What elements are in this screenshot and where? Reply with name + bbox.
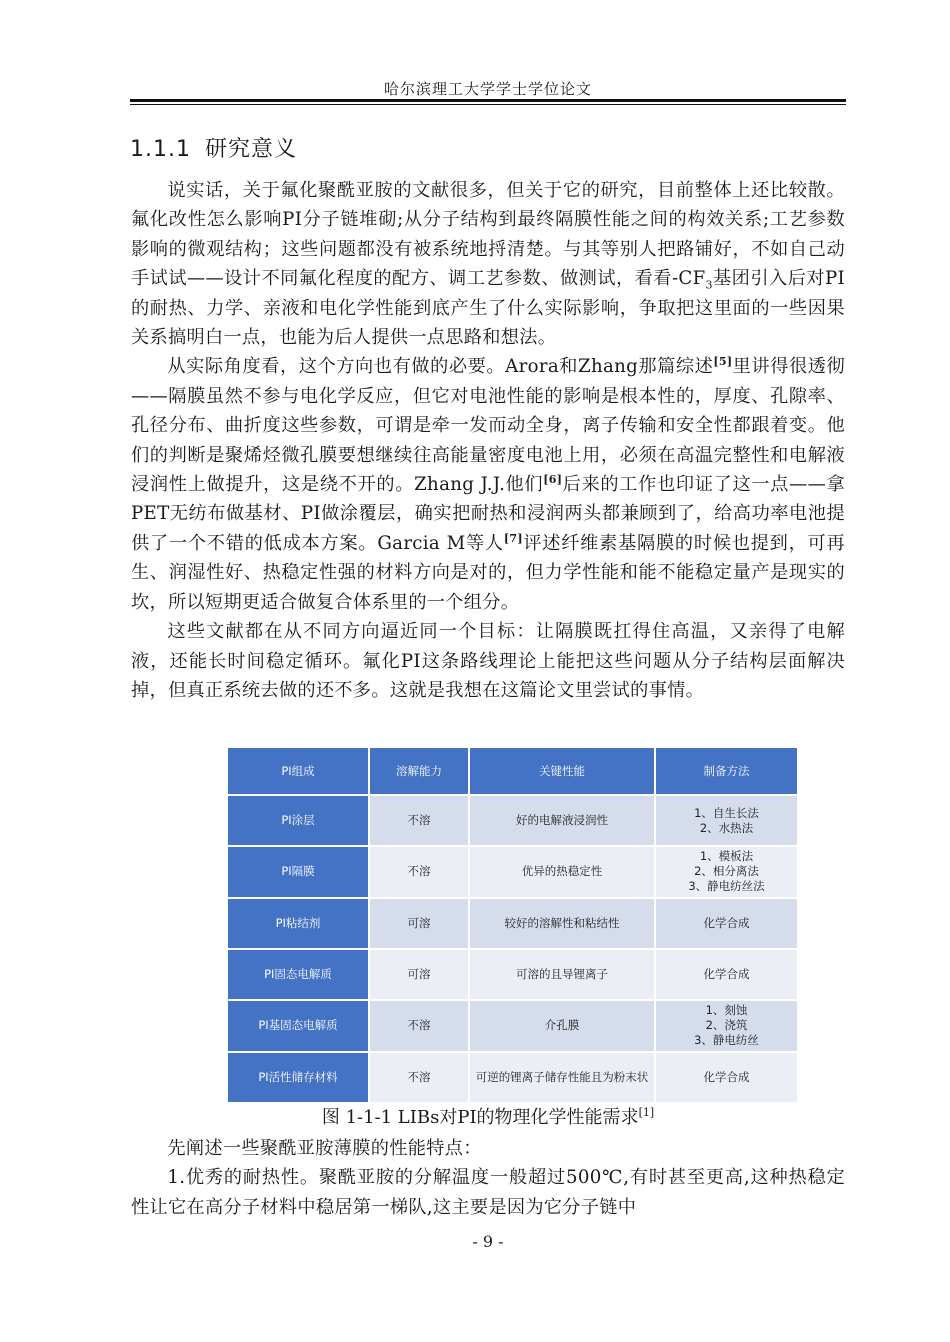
table-cell: 优异的热稳定性 [470, 847, 654, 896]
table-row [228, 950, 797, 999]
table-cell: 1、自生长法 2、水热法 [656, 796, 797, 845]
table-row-label: PI涂层 [228, 796, 368, 845]
paragraph-2-a: 从实际角度看，这个方向也有做的必要。Arora和Zhang那篇综述 [167, 356, 714, 378]
figure-table [226, 746, 795, 1104]
table-cell: 1、刻蚀 2、浇筑 3、静电纺丝 [656, 1001, 797, 1050]
table-header-cell: 溶解能力 [370, 748, 468, 794]
table-header-cell: PI组成 [228, 748, 368, 794]
table-cell: 可溶 [370, 950, 468, 999]
citation-6[interactable]: [6] [543, 473, 563, 486]
table-cell: 不溶 [370, 847, 468, 896]
paragraph-1 [131, 176, 845, 352]
table-header-cell: 关键性能 [470, 748, 654, 794]
table-header-row [228, 748, 797, 794]
table-cell: 化学合成 [656, 1053, 797, 1102]
header-rule-thin [130, 104, 846, 105]
table-row [228, 1001, 797, 1050]
header-rule-thick [130, 99, 846, 102]
table-row [228, 899, 797, 948]
paragraph-3: 这些文献都在从不同方向逼近同一个目标：让隔膜既扛得住高温，又亲得了电解液，还能长时间稳定循环。氟化PI这条路线理论上能把这些问题从分子结构层面解决掉，但真正系统去做的还不多。这就是我想在这篇论文里尝试的事情。 [131, 621, 845, 701]
table-cell: 可逆的锂离子储存性能且为粉末状 [470, 1053, 654, 1102]
table-cell: 化学合成 [656, 899, 797, 948]
table-row-label: PI基固态电解质 [228, 1001, 368, 1050]
table-row-label: PI隔膜 [228, 847, 368, 896]
caption-text: 图 1-1-1 LIBs对PI的物理化学性能需求 [321, 1107, 639, 1128]
table-row [228, 796, 797, 845]
paragraph-5: 1.优秀的耐热性。聚酰亚胺的分解温度一般超过500℃,有时甚至更高,这种热稳定性让它在高分子材料中稳居第一梯队,这主要是因为它分子链中 [131, 1167, 845, 1218]
citation-1[interactable]: [1] [638, 1106, 655, 1119]
table-row [228, 847, 797, 896]
table-row-label: PI活性储存材料 [228, 1053, 368, 1102]
figure-caption [130, 1103, 846, 1129]
citation-5[interactable]: [5] [713, 355, 733, 369]
table-cell: 化学合成 [656, 950, 797, 999]
body-text-bottom [131, 1134, 845, 1222]
table-cell: 不溶 [370, 1053, 468, 1102]
table-row-label: PI粘结剂 [228, 899, 368, 948]
table-header-cell: 制备方法 [656, 748, 797, 794]
body-text-top [131, 176, 845, 705]
table-cell: 不溶 [370, 796, 468, 845]
table-cell: 介孔膜 [470, 1001, 654, 1050]
section-title: 研究意义 [204, 137, 297, 162]
running-header: 哈尔滨理工大学学士学位论文 [383, 80, 592, 98]
table-row-label: PI固态电解质 [228, 950, 368, 999]
paragraph-2 [131, 352, 845, 617]
citation-7[interactable]: [7] [503, 531, 523, 545]
section-heading [130, 132, 297, 163]
section-number: 1.1.1 [130, 137, 191, 162]
page-number: - 9 - [472, 1232, 504, 1251]
paragraph-4: 先阐述一些聚酰亚胺薄膜的性能特点： [167, 1138, 482, 1159]
table-cell: 较好的溶解性和粘结性 [470, 899, 654, 948]
table-cell: 不溶 [370, 1001, 468, 1050]
table-cell: 好的电解液浸润性 [470, 796, 654, 845]
paragraph-1-rest: 基团引入后对PI的耐热、力学、亲液和电化学性能到底产生了什么实际影响，争取把这里面的一些因果关系搞明白一点，也能为后人提供一点思路和想法。 [131, 268, 845, 349]
table-cell: 1、模板法 2、相分离法 3、静电纺丝法 [656, 847, 797, 896]
paragraph-2-b: 里讲得很透彻——隔膜虽然不参与电化学反应，但它对电池性能的影响是根本性的，厚度、孔隙率、孔径分布、曲折度这些参数，可谓是牵一发而动全身，离子传输和安全性都跟着变。他们的判断是聚烯烃微孔膜要想继续往高能量密度电池上用，必须在高温完整性和电解液浸润性上做提升，这是绕不开的。Zhang J.J.他们 [131, 356, 845, 496]
paragraph-2-d: 评述纤维素基隔膜的时候也提到，可再生、润湿性好、热稳定性强的材料方向是对的，但力学性能和能不能稳定量产是现实的坎，所以短期更适合做复合体系里的一个组分。 [131, 532, 845, 613]
paragraph-2-c: 后来的工作也印证了这一点——拿PET无纺布做基材、PI做涂覆层，确实把耐热和浸润两头都兼顾到了，给高功率电池提供了一个不错的低成本方案。Garcia M等人 [131, 474, 845, 554]
cf3-subscript: 3 [705, 278, 713, 292]
table-row [228, 1053, 797, 1102]
table-cell: 可溶的且导锂离子 [470, 950, 654, 999]
pi-properties-table [226, 746, 799, 1104]
paragraph-1-text: 说实话，关于氟化聚酰亚胺的文献很多，但关于它的研究，目前整体上还比较散。氟化改性怎么影响PI分子链堆砌;从分子结构到最终隔膜性能之间的构效关系;工艺参数影响的微观结构；这些问题都没有被系统地捋清楚。与其等别人把路铺好，不如自己动手试试——设计不同氟化程度的配方、调工艺参数、做测试，看看-CF [131, 180, 845, 290]
table-cell: 可溶 [370, 899, 468, 948]
